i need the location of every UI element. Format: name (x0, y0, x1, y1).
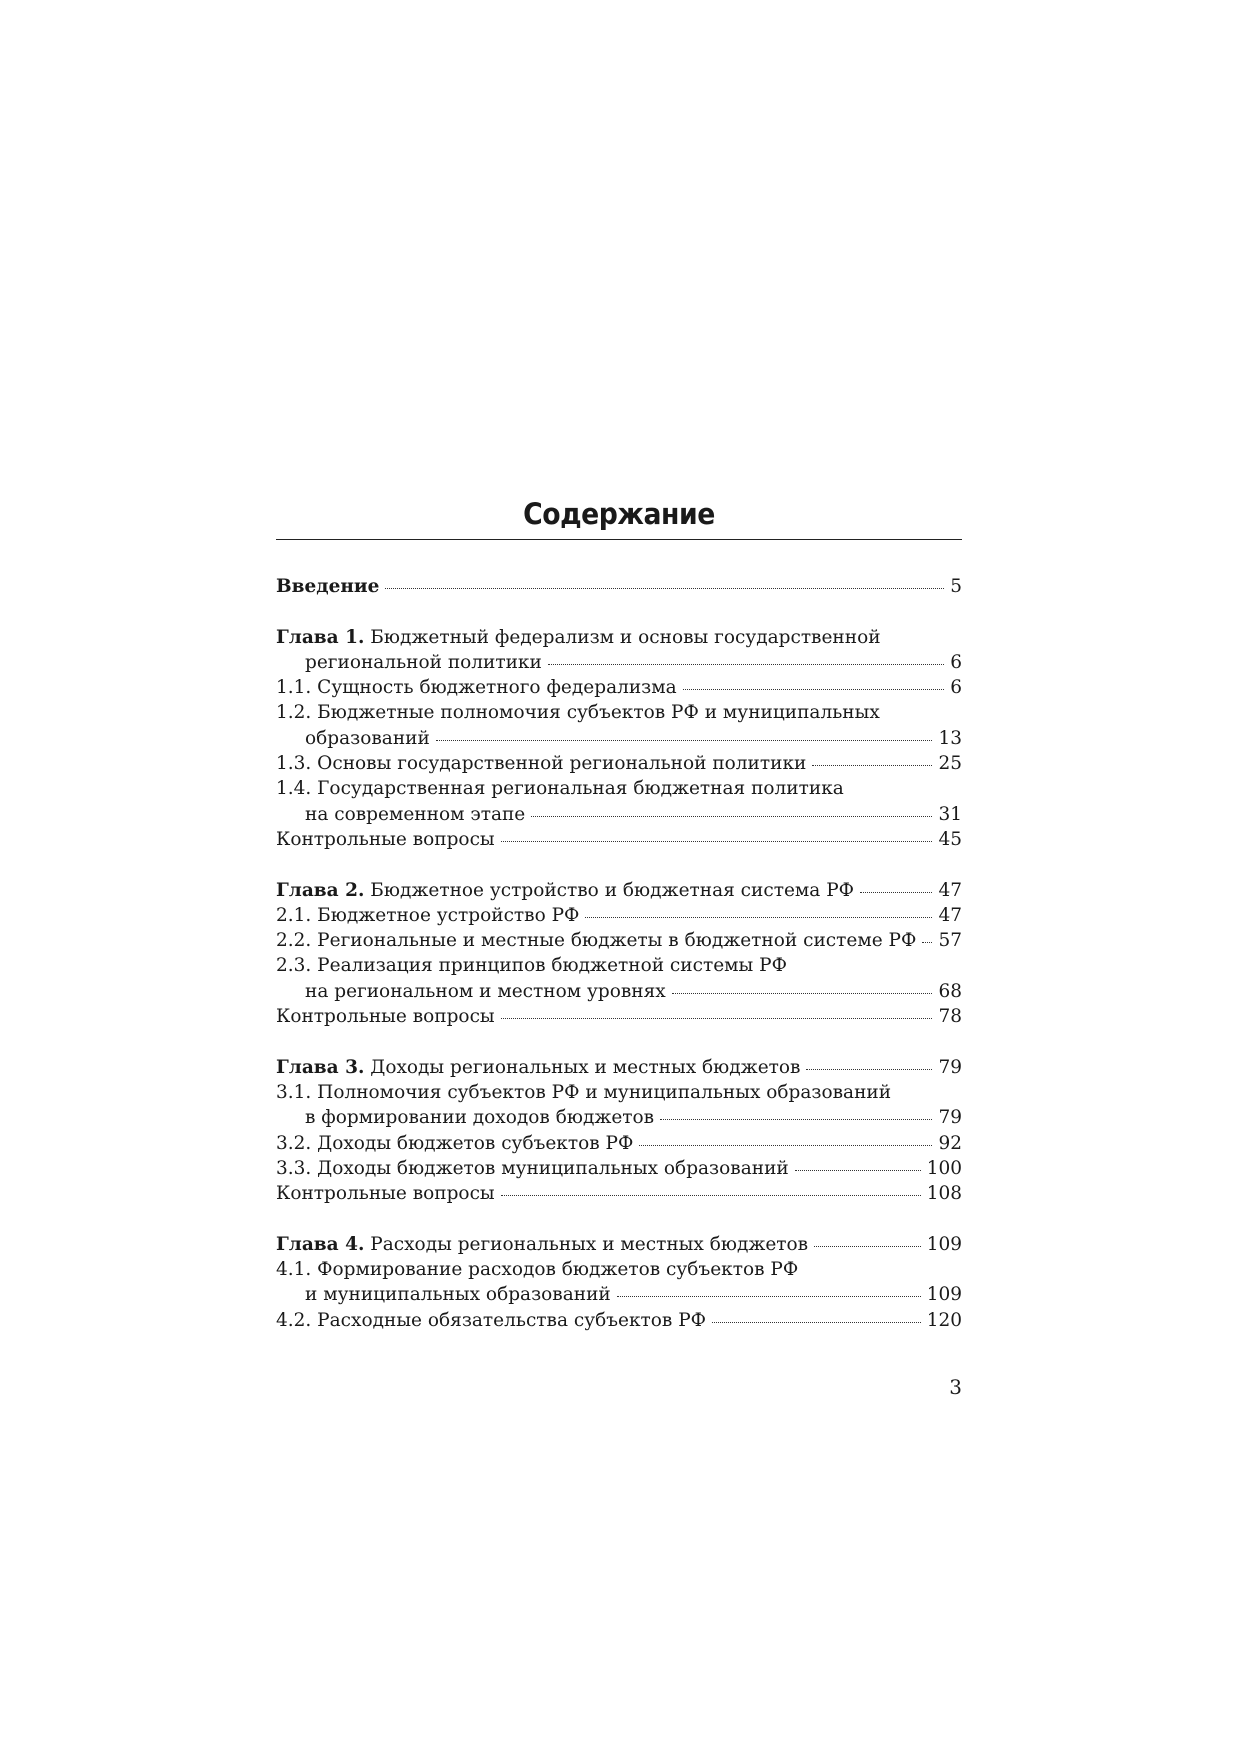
toc-entry-label (276, 1055, 800, 1080)
entry-title: Контрольные вопросы (276, 1183, 495, 1205)
dot-leader (806, 1069, 932, 1070)
toc-entry-label (276, 1131, 633, 1156)
toc-entry (276, 928, 962, 953)
entry-title: 2.3. Реализация принципов бюджетной системы РФ (276, 955, 787, 977)
entry-title: и муниципальных образований (305, 1284, 611, 1306)
page-ref: 13 (938, 727, 962, 749)
entry-title: Бюджетный федерализм и основы государственной (364, 626, 881, 648)
toc-entry-label (276, 1181, 495, 1206)
page-number: 3 (949, 1375, 962, 1399)
toc-entry-label (276, 1156, 789, 1181)
dot-leader (712, 1322, 921, 1323)
section-gap (276, 599, 962, 624)
toc-entry-label (305, 979, 666, 1004)
toc-entry-text (276, 776, 962, 801)
toc-entry (276, 1055, 962, 1080)
page-ref: 5 (950, 576, 962, 597)
toc-entry (276, 574, 962, 599)
page-title: Содержание (523, 497, 715, 531)
dot-leader (501, 1195, 921, 1196)
toc-entry-label (276, 878, 854, 903)
entry-title: Доходы региональных и местных бюджетов (364, 1056, 801, 1078)
toc-entry (276, 979, 962, 1004)
dot-leader (672, 993, 933, 994)
toc-entry (276, 802, 962, 827)
page-ref: 6 (950, 677, 962, 699)
toc-entry-label (276, 1257, 798, 1282)
page-ref: 31 (938, 803, 962, 825)
title-rule (276, 539, 962, 540)
page-ref: 92 (938, 1132, 962, 1154)
toc-entry-text (276, 1080, 962, 1105)
entry-title: образований (305, 727, 430, 749)
toc-entry-label (276, 675, 677, 700)
toc-entry-label (276, 953, 787, 978)
entry-title: региональной политики (305, 651, 542, 673)
toc-entry-label (276, 574, 379, 599)
page-ref: 68 (938, 980, 962, 1002)
dot-leader (814, 1246, 921, 1247)
entry-title: в формировании доходов бюджетов (305, 1107, 655, 1129)
toc-entry-label (276, 700, 880, 725)
page-ref: 78 (938, 1006, 962, 1028)
toc-entry (276, 878, 962, 903)
entry-title: 1.1. Сущность бюджетного федерализма (276, 677, 677, 699)
dot-leader (385, 588, 944, 589)
dot-leader (795, 1170, 921, 1171)
toc-entry-label (276, 625, 881, 650)
toc-entry-text (276, 700, 962, 725)
toc-entry-label (276, 1080, 891, 1105)
entry-title: 2.1. Бюджетное устройство РФ (276, 904, 580, 926)
toc-entry (276, 1105, 962, 1130)
toc-entry (276, 903, 962, 928)
entry-title: 3.1. Полномочия субъектов РФ и муниципальных образований (276, 1081, 892, 1103)
page-ref: 79 (938, 1107, 962, 1129)
table-of-contents (276, 494, 962, 1333)
page-ref: 79 (938, 1056, 962, 1078)
page-ref: 120 (926, 1309, 962, 1331)
chapter-label: Глава 1. (276, 626, 365, 648)
toc-entry-text (276, 1257, 962, 1282)
dot-leader (922, 942, 932, 943)
toc-entry (276, 1232, 962, 1257)
entry-title: Контрольные вопросы (276, 1006, 495, 1028)
entry-title: 1.3. Основы государственной региональной политики (276, 753, 807, 775)
dot-leader (531, 816, 932, 817)
toc-entry-label (276, 1004, 495, 1029)
dot-leader (860, 892, 932, 893)
entry-title: 3.2. Доходы бюджетов субъектов РФ (276, 1132, 634, 1154)
dot-leader (548, 664, 944, 665)
entry-title: на региональном и местном уровнях (305, 980, 666, 1002)
toc-entry-label (276, 776, 844, 801)
dot-leader (501, 841, 933, 842)
entry-title: 3.3. Доходы бюджетов муниципальных образований (276, 1157, 789, 1179)
toc-entry (276, 726, 962, 751)
toc-entry-label (305, 1282, 611, 1307)
toc-entry-label (276, 827, 495, 852)
page-ref: 100 (926, 1157, 962, 1179)
entry-title: 1.2. Бюджетные полномочия субъектов РФ и муниципальных (276, 702, 880, 724)
dot-leader (812, 765, 932, 766)
chapter-label: Глава 3. (276, 1056, 365, 1078)
toc-entry (276, 827, 962, 852)
toc-entry (276, 650, 962, 675)
entry-title: 1.4. Государственная региональная бюджетная политика (276, 778, 844, 800)
page-ref: 47 (938, 904, 962, 926)
entry-title: на современном этапе (305, 803, 526, 825)
toc-entry (276, 675, 962, 700)
dot-leader (639, 1145, 932, 1146)
toc-entry-label (305, 802, 525, 827)
toc-entry (276, 1004, 962, 1029)
toc-entry-label (276, 1232, 808, 1257)
entry-title: 4.2. Расходные обязательства субъектов РФ (276, 1309, 706, 1331)
dot-leader (501, 1018, 933, 1019)
entry-title: Расходы региональных и местных бюджетов (364, 1233, 809, 1255)
page-ref: 6 (950, 651, 962, 673)
toc-entry (276, 1282, 962, 1307)
toc-entry-text (276, 953, 962, 978)
chapter-label: Глава 4. (276, 1233, 365, 1255)
toc-entry-label (305, 1105, 654, 1130)
page-ref: 109 (926, 1233, 962, 1255)
toc-entry (276, 1308, 962, 1333)
page-ref: 57 (938, 930, 962, 952)
toc-entry-label (305, 650, 542, 675)
dot-leader (660, 1119, 932, 1120)
toc-entry-label (276, 751, 806, 776)
dot-leader (585, 917, 932, 918)
page-ref: 25 (938, 753, 962, 775)
entry-title: 2.2. Региональные и местные бюджеты в бюджетной системе РФ (276, 930, 917, 952)
toc-entry (276, 1156, 962, 1181)
toc-entry-label (276, 928, 916, 953)
page-ref: 45 (938, 828, 962, 850)
section-gap (276, 1029, 962, 1054)
dot-leader (436, 740, 933, 741)
entry-title: Бюджетное устройство и бюджетная система РФ (364, 879, 854, 901)
toc-entry (276, 751, 962, 776)
entry-title: 4.1. Формирование расходов бюджетов субъектов РФ (276, 1259, 799, 1281)
entry-title: Контрольные вопросы (276, 828, 495, 850)
toc-entries (276, 574, 962, 1333)
toc-entry-label (276, 903, 579, 928)
toc-entry-text (276, 625, 962, 650)
section-gap (276, 1206, 962, 1231)
toc-entry (276, 1181, 962, 1206)
section-gap (276, 852, 962, 877)
toc-entry (276, 1131, 962, 1156)
dot-leader (617, 1296, 921, 1297)
page-ref: 108 (926, 1183, 962, 1205)
chapter-label: Глава 2. (276, 879, 365, 901)
page-ref: 47 (938, 879, 962, 901)
dot-leader (683, 689, 945, 690)
toc-entry-label (276, 1308, 706, 1333)
toc-entry-label (305, 726, 430, 751)
page-ref: 109 (926, 1284, 962, 1306)
chapter-label: Введение (276, 576, 380, 597)
